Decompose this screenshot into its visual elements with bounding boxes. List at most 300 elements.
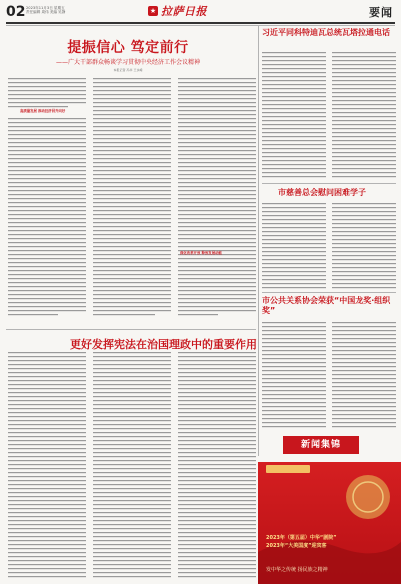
text-line — [332, 386, 396, 387]
lower-article-divider — [6, 329, 256, 330]
text-line — [8, 476, 86, 477]
text-line — [332, 402, 396, 403]
text-line — [332, 255, 396, 256]
text-line — [332, 136, 396, 137]
text-line — [178, 568, 256, 569]
text-line — [262, 374, 326, 375]
text-line — [178, 400, 256, 401]
text-line — [8, 516, 86, 517]
text-line — [8, 432, 86, 433]
text-line — [93, 448, 171, 449]
text-line — [8, 488, 86, 489]
text-line — [262, 406, 326, 407]
text-line — [93, 424, 171, 425]
advertisement — [258, 462, 401, 584]
text-line — [332, 406, 396, 407]
text-line — [262, 267, 326, 268]
text-line — [262, 251, 326, 252]
text-line — [332, 128, 396, 129]
text-line — [8, 428, 86, 429]
text-line — [262, 223, 326, 224]
text-line — [93, 496, 171, 497]
text-line — [93, 408, 171, 409]
issue-date — [26, 6, 65, 15]
text-line — [332, 251, 396, 252]
text-line — [93, 388, 171, 389]
text-line — [178, 388, 256, 389]
text-line — [8, 368, 86, 369]
text-line — [93, 376, 171, 377]
text-line — [93, 568, 171, 569]
text-line — [332, 378, 396, 379]
text-line — [178, 460, 256, 461]
text-line — [8, 424, 86, 425]
sidebar-article1-text — [262, 52, 396, 182]
text-line — [8, 572, 86, 573]
text-line — [178, 456, 256, 457]
text-line — [332, 322, 396, 323]
text-line — [93, 368, 171, 369]
text-line — [262, 354, 326, 355]
text-line — [262, 275, 326, 276]
text-line — [178, 500, 256, 501]
text-line — [262, 148, 326, 149]
text-line — [262, 235, 326, 236]
text-line — [262, 64, 326, 65]
text-line — [332, 152, 396, 153]
text-line — [262, 287, 326, 288]
text-line — [178, 372, 256, 373]
text-line — [93, 504, 171, 505]
text-line — [332, 140, 396, 141]
text-line — [8, 384, 86, 385]
text-line — [178, 452, 256, 453]
text-line — [332, 88, 396, 89]
news-brief-banner: 新闻集锦 — [283, 436, 359, 454]
text-line — [178, 416, 256, 417]
text-line — [332, 207, 396, 208]
text-line — [262, 72, 326, 73]
text-line — [8, 364, 86, 365]
sidebar-article1-title: 习近平同科特迪瓦总统瓦塔拉通电话 — [262, 28, 390, 37]
text-line — [332, 72, 396, 73]
text-line — [262, 76, 326, 77]
text-line — [262, 338, 326, 339]
text-line — [93, 476, 171, 477]
text-line — [332, 382, 396, 383]
text-line — [332, 211, 396, 212]
text-line — [178, 512, 256, 513]
text-line — [178, 444, 256, 445]
text-line — [262, 104, 326, 105]
text-line — [8, 408, 86, 409]
text-line — [8, 452, 86, 453]
text-line — [332, 96, 396, 97]
text-line — [93, 460, 171, 461]
text-line — [8, 540, 86, 541]
text-line — [93, 428, 171, 429]
text-line — [262, 370, 326, 371]
text-line — [262, 283, 326, 284]
text-line — [332, 330, 396, 331]
sidebar-article2-text — [262, 203, 396, 290]
text-line — [332, 231, 396, 232]
text-line — [262, 56, 326, 57]
text-line — [93, 576, 171, 577]
section-title: 要闻 — [369, 6, 393, 19]
text-line — [178, 408, 256, 409]
text-line — [178, 476, 256, 477]
text-line — [262, 156, 326, 157]
text-line — [262, 168, 326, 169]
text-line — [262, 231, 326, 232]
text-line — [332, 235, 396, 236]
text-line — [262, 410, 326, 411]
text-line — [8, 396, 86, 397]
lead-subheading-2: 深化改革开放 释放发展动能 — [180, 251, 222, 255]
logo-text: 拉萨日报 — [161, 5, 207, 18]
text-line — [262, 322, 326, 323]
text-line — [8, 444, 86, 445]
text-line — [93, 420, 171, 421]
text-line — [262, 84, 326, 85]
text-line — [262, 52, 326, 53]
text-line — [93, 468, 171, 469]
text-line — [8, 500, 86, 501]
text-line — [332, 350, 396, 351]
text-line — [178, 560, 256, 561]
text-line — [93, 396, 171, 397]
ad-line-1: 2023年（第五届）中华“剧院” — [266, 535, 337, 541]
text-line — [262, 227, 326, 228]
text-line — [93, 392, 171, 393]
text-line — [8, 392, 86, 393]
text-line — [332, 76, 396, 77]
text-line — [93, 512, 171, 513]
text-line — [178, 404, 256, 405]
text-line — [262, 398, 326, 399]
text-line — [8, 560, 86, 561]
text-line — [332, 52, 396, 53]
text-line — [8, 448, 86, 449]
text-line — [332, 239, 396, 240]
text-line — [262, 366, 326, 367]
text-line — [332, 219, 396, 220]
text-line — [178, 504, 256, 505]
text-line — [262, 100, 326, 101]
text-line — [8, 380, 86, 381]
text-line — [332, 215, 396, 216]
lower-headline: 更好发挥宪法在治国理政中的重要作用 — [70, 338, 257, 351]
sidebar-article2-title: 市慈善总会慰问困难学子 — [278, 188, 366, 197]
text-line — [262, 402, 326, 403]
text-line — [93, 532, 171, 533]
text-line — [178, 488, 256, 489]
text-line — [332, 156, 396, 157]
text-line — [178, 360, 256, 361]
text-line — [332, 144, 396, 145]
text-line — [8, 372, 86, 373]
text-line — [262, 140, 326, 141]
text-line — [262, 342, 326, 343]
text-line — [262, 414, 326, 415]
text-line — [8, 352, 86, 353]
lead-headline: 提振信心 笃定前行 — [67, 40, 189, 56]
text-line — [262, 334, 326, 335]
text-line — [93, 544, 171, 545]
text-line — [332, 394, 396, 395]
text-line — [262, 358, 326, 359]
text-line — [178, 384, 256, 385]
text-line — [332, 176, 396, 177]
text-line — [178, 496, 256, 497]
date-line-1: 2023年11月3日 星期五 — [26, 6, 65, 10]
sidebar-article2-body — [262, 203, 396, 290]
text-line — [332, 68, 396, 69]
text-line — [262, 172, 326, 173]
text-line — [93, 404, 171, 405]
text-line — [178, 572, 256, 573]
text-line — [178, 420, 256, 421]
text-line — [8, 548, 86, 549]
text-line — [178, 556, 256, 557]
sidebar-article3-body — [262, 322, 396, 430]
text-line — [262, 128, 326, 129]
text-line — [8, 536, 86, 537]
text-line — [93, 552, 171, 553]
text-line — [332, 243, 396, 244]
text-line — [8, 464, 86, 465]
text-line — [262, 243, 326, 244]
text-line — [93, 464, 171, 465]
text-line — [93, 488, 171, 489]
text-line — [93, 456, 171, 457]
text-line — [8, 492, 86, 493]
text-line — [332, 203, 396, 204]
masthead-divider — [6, 22, 395, 24]
text-line — [262, 394, 326, 395]
text-line — [8, 412, 86, 413]
text-line — [332, 148, 396, 149]
text-line — [262, 92, 326, 93]
text-line — [93, 540, 171, 541]
text-line — [262, 215, 326, 216]
text-line — [93, 508, 171, 509]
text-line — [93, 436, 171, 437]
text-line — [8, 436, 86, 437]
text-line — [332, 287, 396, 288]
text-line — [93, 560, 171, 561]
text-line — [332, 92, 396, 93]
text-line — [178, 528, 256, 529]
text-line — [332, 418, 396, 419]
text-line — [93, 528, 171, 529]
newspaper-logo — [148, 4, 207, 18]
text-line — [178, 548, 256, 549]
text-line — [93, 416, 171, 417]
sidebar-article1-body — [262, 52, 396, 182]
sidebar-article3-text — [262, 322, 396, 430]
text-line — [178, 432, 256, 433]
text-line — [332, 390, 396, 391]
text-line — [93, 452, 171, 453]
text-line — [8, 544, 86, 545]
text-line — [8, 356, 86, 357]
text-line — [93, 364, 171, 365]
text-line — [178, 376, 256, 377]
lead-body — [8, 78, 256, 323]
lower-body-text — [8, 352, 256, 580]
text-line — [8, 524, 86, 525]
text-line — [262, 88, 326, 89]
text-line — [332, 326, 396, 327]
lead-subheading-1: 高质量发展 推动经济回升向好 — [20, 109, 66, 113]
text-line — [93, 380, 171, 381]
text-line — [8, 528, 86, 529]
text-line — [332, 271, 396, 272]
lower-body — [8, 352, 256, 580]
text-line — [178, 368, 256, 369]
text-line — [262, 418, 326, 419]
ad-slogan: 发中华之传统 扬民族之精神 — [266, 567, 328, 573]
text-line — [332, 132, 396, 133]
text-line — [262, 132, 326, 133]
text-line — [178, 396, 256, 397]
text-line — [178, 352, 256, 353]
text-line — [332, 366, 396, 367]
text-line — [262, 144, 326, 145]
text-line — [332, 108, 396, 109]
text-line — [178, 532, 256, 533]
text-line — [332, 120, 396, 121]
text-line — [93, 432, 171, 433]
text-line — [93, 356, 171, 357]
text-line — [178, 480, 256, 481]
text-line — [332, 346, 396, 347]
text-line — [8, 376, 86, 377]
text-line — [93, 500, 171, 501]
text-line — [332, 172, 396, 173]
text-line — [262, 362, 326, 363]
text-line — [178, 392, 256, 393]
text-line — [8, 508, 86, 509]
text-line — [262, 207, 326, 208]
text-line — [8, 472, 86, 473]
text-line — [178, 412, 256, 413]
text-line — [178, 364, 256, 365]
text-line — [8, 420, 86, 421]
text-line — [8, 568, 86, 569]
text-line — [8, 360, 86, 361]
text-line — [178, 440, 256, 441]
text-line — [262, 120, 326, 121]
text-line — [262, 152, 326, 153]
text-line — [178, 484, 256, 485]
text-line — [178, 552, 256, 553]
text-line — [332, 247, 396, 248]
text-line — [178, 536, 256, 537]
page-number: 02 — [6, 4, 26, 20]
text-line — [8, 404, 86, 405]
text-line — [332, 160, 396, 161]
text-line — [332, 398, 396, 399]
text-line — [332, 374, 396, 375]
text-line — [262, 259, 326, 260]
text-line — [93, 572, 171, 573]
text-line — [178, 576, 256, 577]
text-line — [332, 362, 396, 363]
text-line — [93, 556, 171, 557]
lead-body-text — [8, 78, 256, 323]
text-line — [332, 334, 396, 335]
text-line — [8, 496, 86, 497]
text-line — [93, 536, 171, 537]
text-line — [178, 492, 256, 493]
sidebar-article3-title: 市公共关系协会荣获“中国龙奖·组织奖” — [262, 296, 391, 315]
text-line — [93, 520, 171, 521]
text-line — [332, 104, 396, 105]
text-line — [178, 468, 256, 469]
text-line — [262, 124, 326, 125]
text-line — [93, 360, 171, 361]
text-line — [8, 480, 86, 481]
text-line — [178, 424, 256, 425]
text-line — [262, 164, 326, 165]
text-line — [332, 100, 396, 101]
text-line — [262, 422, 326, 423]
text-line — [178, 448, 256, 449]
column-divider — [258, 26, 259, 456]
text-line — [262, 350, 326, 351]
text-line — [332, 84, 396, 85]
text-line — [93, 564, 171, 565]
text-line — [332, 338, 396, 339]
text-line — [332, 80, 396, 81]
lead-byline: 本报记者 冯华 王永峰 — [113, 68, 143, 72]
ad-line-2: 2023年“大美国度”迎宾客 — [266, 543, 327, 549]
text-line — [93, 516, 171, 517]
text-line — [332, 426, 396, 427]
text-line — [93, 352, 171, 353]
text-line — [262, 96, 326, 97]
text-line — [332, 259, 396, 260]
text-line — [93, 472, 171, 473]
text-line — [8, 440, 86, 441]
text-line — [8, 556, 86, 557]
text-line — [8, 512, 86, 513]
text-line — [332, 283, 396, 284]
text-line — [93, 484, 171, 485]
text-line — [178, 380, 256, 381]
text-line — [8, 504, 86, 505]
text-line — [8, 456, 86, 457]
text-line — [262, 239, 326, 240]
text-line — [262, 116, 326, 117]
text-line — [262, 378, 326, 379]
text-line — [178, 544, 256, 545]
text-line — [262, 390, 326, 391]
text-line — [332, 124, 396, 125]
text-line — [262, 112, 326, 113]
text-line — [332, 112, 396, 113]
text-line — [332, 410, 396, 411]
text-line — [262, 68, 326, 69]
text-line — [8, 388, 86, 389]
text-line — [262, 247, 326, 248]
text-line — [93, 480, 171, 481]
text-line — [332, 223, 396, 224]
text-line — [8, 532, 86, 533]
